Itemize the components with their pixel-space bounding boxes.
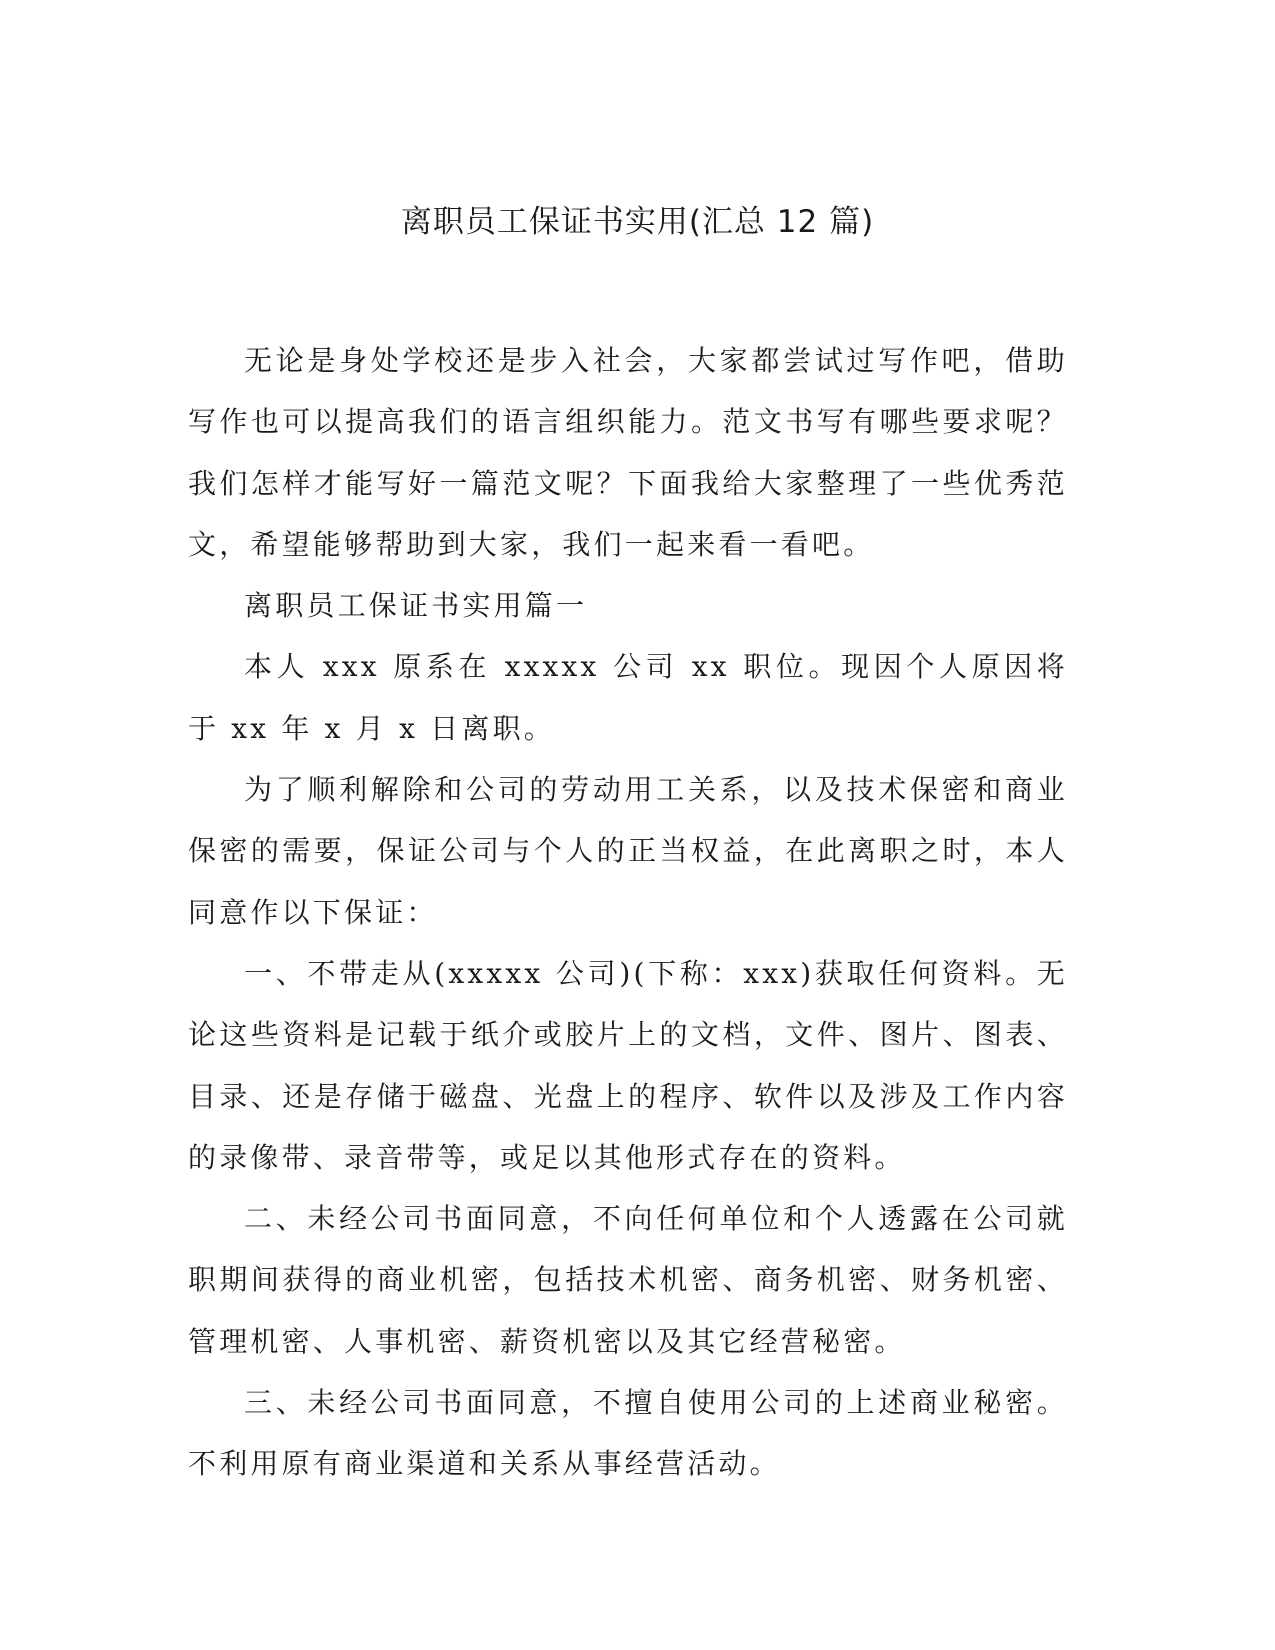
document-title: 离职员工保证书实用(汇总 12 篇) — [400, 204, 875, 240]
section-heading: 离职员工保证书实用篇一 — [244, 589, 588, 623]
purpose-paragraph: 为了顺利解除和公司的劳动用工关系，以及技术保密和商业保密的需要，保证公司与个人的正当权益，在此离职之时，本人同意作以下保证： — [188, 773, 1068, 929]
document-body — [188, 330, 1068, 1495]
clause-1-paragraph: 一、不带走从(xxxxx 公司)(下称：xxx)获取任何资料。无论这些资料是记载于纸介或胶片上的文档，文件、图片、图表、目录、还是存储于磁盘、光盘上的程序、软件以及涉及工作内容的录像带、录音带等，或足以其他形式存在的资料。 — [188, 956, 1068, 1174]
clause-3-paragraph: 三、未经公司书面同意，不擅自使用公司的上述商业秘密。不利用原有商业渠道和关系从事经营活动。 — [188, 1386, 1068, 1481]
clause-2-paragraph: 二、未经公司书面同意，不向任何单位和个人透露在公司就职期间获得的商业机密，包括技术机密、商务机密、财务机密、管理机密、人事机密、薪资机密以及其它经营秘密。 — [188, 1202, 1068, 1358]
intro-paragraph: 无论是身处学校还是步入社会，大家都尝试过写作吧，借助写作也可以提高我们的语言组织能力。范文书写有哪些要求呢？我们怎样才能写好一篇范文呢？下面我给大家整理了一些优秀范文，希望能够帮助到大家，我们一起来看一看吧。 — [188, 344, 1068, 561]
statement-paragraph: 本人 xxx 原系在 xxxxx 公司 xx 职位。现因个人原因将于 xx 年 x 月 x 日离职。 — [188, 650, 1068, 745]
